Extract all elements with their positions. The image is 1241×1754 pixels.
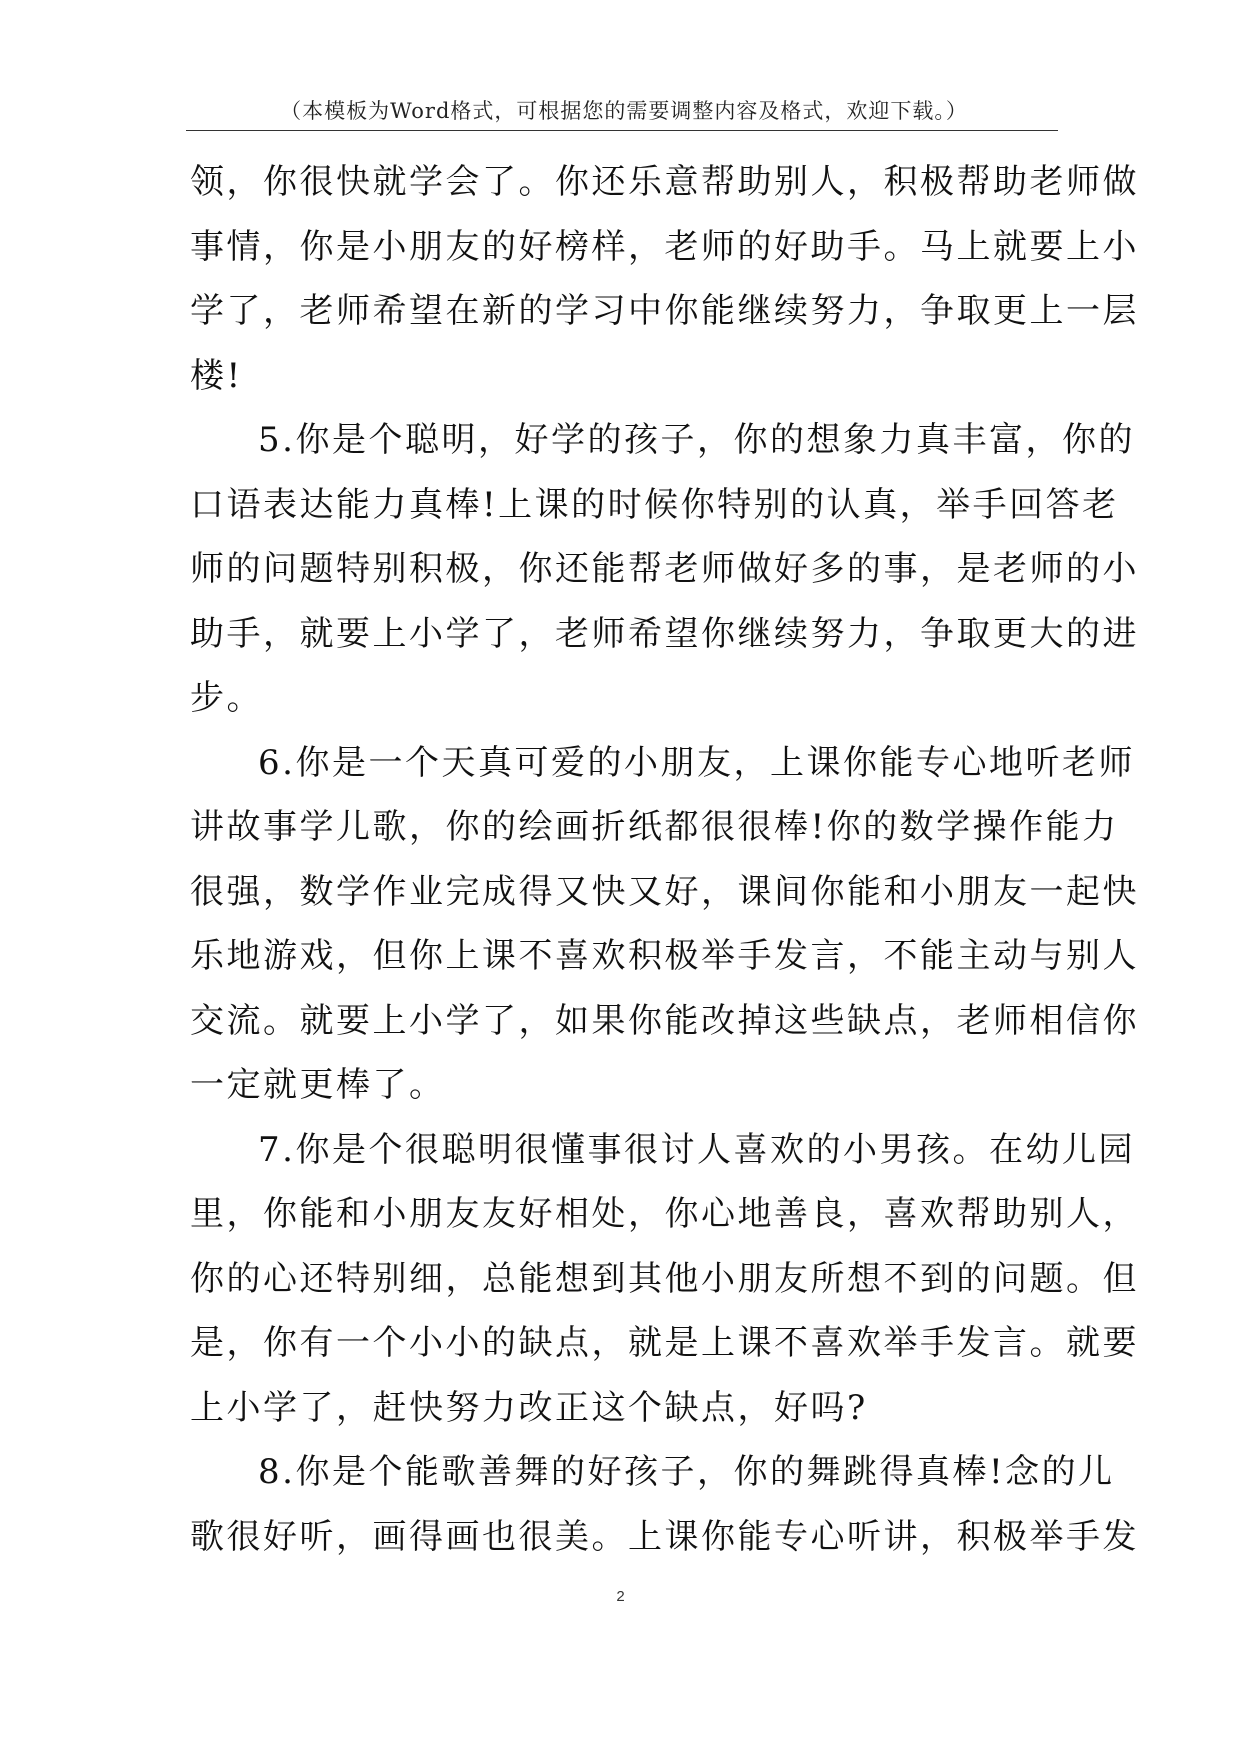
text-line: 上小学了，赶快努力改正这个缺点，好吗? [190,1387,868,1428]
text-line: 事情，你是小朋友的好榜样，老师的好助手。马上就要上小 [190,226,1139,267]
text-line: 师的问题特别积极，你还能帮老师做好多的事，是老师的小 [190,549,1139,589]
text-line: 里，你能和小朋友友好相处，你心地善良，喜欢帮助别人， [190,1194,1139,1234]
text-line: 一定就更棒了。 [190,1065,446,1105]
text-line: 乐地游戏，但你上课不喜欢积极举手发言，不能主动与别人 [190,936,1139,976]
text-line: 助手，就要上小学了，老师希望你继续努力，争取更大的进 [190,613,1139,654]
template-notice: （本模板为Word格式，可根据您的需要调整内容及格式，欢迎下载。） [280,99,968,123]
paragraph-5-first-line: 5.你是个聪明，好学的孩子，你的想象力真丰富，你的 [258,420,1135,460]
text-line: 口语表达能力真棒!上课的时候你特别的认真，举手回答老 [190,484,1119,525]
header-divider [186,130,1058,131]
text-line: 领，你很快就学会了。你还乐意帮助别人，积极帮助老师做 [190,162,1139,202]
text-line: 楼! [190,355,243,396]
text-line: 讲故事学儿歌，你的绘画折纸都很很棒!你的数学操作能力 [190,807,1119,847]
text-line: 步。 [190,678,263,718]
text-line: 学了，老师希望在新的学习中你能继续努力，争取更上一层 [190,291,1139,331]
text-line: 歌很好听，画得画也很美。上课你能专心听讲，积极举手发 [190,1516,1139,1557]
paragraph-6-first-line: 6.你是一个天真可爱的小朋友，上课你能专心地听老师 [258,742,1135,783]
paragraph-8-first-line: 8.你是个能歌善舞的好孩子，你的舞跳得真棒!念的儿 [258,1452,1115,1492]
text-line: 很强，数学作业完成得又快又好，课间你能和小朋友一起快 [190,871,1139,912]
text-line: 是，你有一个小小的缺点，就是上课不喜欢举手发言。就要 [190,1323,1139,1363]
text-line: 交流。就要上小学了，如果你能改掉这些缺点，老师相信你 [190,1000,1139,1041]
page-number: 2 [616,1588,625,1605]
paragraph-7-first-line: 7.你是个很聪明很懂事很讨人喜欢的小男孩。在幼儿园 [258,1129,1135,1170]
document-body [190,150,1139,1569]
text-line: 你的心还特别细，总能想到其他小朋友所想不到的问题。但 [190,1258,1139,1299]
